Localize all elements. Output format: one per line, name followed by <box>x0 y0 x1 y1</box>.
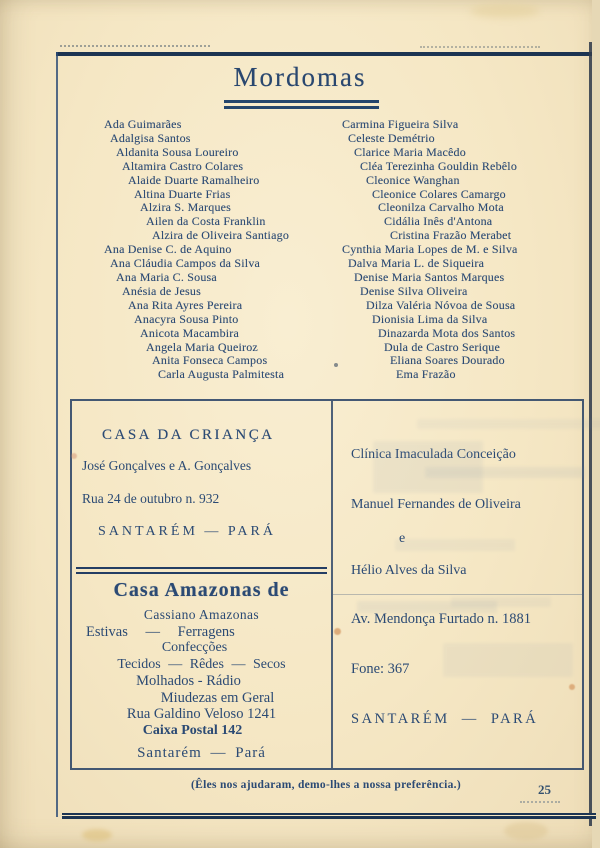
list-item: Carmina Figueira Silva <box>342 117 459 131</box>
list-item: Ada Guimarães <box>104 117 182 131</box>
ad-line: SANTARÉM — PARÁ <box>98 524 276 539</box>
ad-divider-faint <box>333 594 582 595</box>
ad-column-left <box>72 401 331 768</box>
list-item: Dilza Valéria Nóvoa de Sousa <box>366 297 516 312</box>
ad-lines-clinica-address <box>351 611 538 728</box>
ad-line: José Gonçalves e A. Gonçalves <box>82 458 252 473</box>
list-item: Cidália Inês d'Antona <box>384 214 493 229</box>
paper-stain <box>504 822 548 840</box>
list-item: Dinazarda Mota dos Santos <box>378 325 516 340</box>
list-item: Ana Maria C. Sousa <box>116 269 217 284</box>
list-item: Cynthia Maria Lopes de M. e Silva <box>342 242 518 257</box>
ad-line: Fone: 367 <box>351 661 410 677</box>
list-item: Ema Frazão <box>396 367 456 382</box>
list-item: Cleonice Colares Camargo <box>372 186 506 201</box>
scan-speck-line <box>520 801 560 803</box>
list-item: Anita Fonseca Campos <box>152 353 268 368</box>
list-item: Alzira S. Marques <box>140 200 232 215</box>
ad-divider-horizontal <box>76 567 327 574</box>
paper-stain <box>82 829 112 841</box>
paper-stain <box>569 684 575 690</box>
page-title: Mordomas <box>233 62 367 92</box>
page-number: 25 <box>538 782 551 797</box>
list-item: Ana Cláudia Campos da Silva <box>110 256 261 271</box>
ad-line: Rua Galdino Veloso 1241 <box>126 706 277 722</box>
paper-stain <box>334 628 341 635</box>
page-frame-bottom-rule <box>62 813 596 819</box>
ad-casa-amazonas <box>72 579 331 762</box>
list-item: Cleonilza Carvalho Mota <box>378 200 504 215</box>
list-item: Adalgisa Santos <box>110 130 191 145</box>
bleedthrough-smudge <box>373 441 483 493</box>
list-item: Ana Rita Ayres Pereira <box>128 297 243 312</box>
ad-line: Estivas — Ferragens <box>86 623 235 640</box>
ad-line: Caixa Postal 142 <box>142 722 243 738</box>
list-item: Carla Augusta Palmitesta <box>158 367 285 382</box>
paper-stain <box>71 453 77 459</box>
list-item: Cleonice Wanghan <box>366 172 460 187</box>
list-item: Eliana Soares Dourado <box>390 353 505 368</box>
ad-line: Miudezas em Geral <box>160 689 275 706</box>
ad-line: SANTARÉM — PARÁ <box>351 711 539 727</box>
title-underline <box>224 100 379 103</box>
bleedthrough-smudge <box>395 539 515 551</box>
ad-title-casa-amazonas: Casa Amazonas de <box>113 579 290 601</box>
mordomas-list-left <box>104 118 289 382</box>
list-item: Clarice Maria Macêdo <box>354 144 466 159</box>
list-item: Celeste Demétrio <box>348 130 435 145</box>
list-item: Anicota Macambira <box>140 325 240 340</box>
ad-line: Confecções <box>161 640 228 655</box>
footer-note: (Êles nos ajudaram, demo-lhes a nossa preferência.) <box>191 779 461 791</box>
ad-line: Manuel Fernandes de Oliveira <box>351 497 521 512</box>
scan-speck-line <box>420 46 540 48</box>
ad-line: Clínica Imaculada Conceição <box>351 447 516 462</box>
ad-line: Rua 24 de outubro n. 932 <box>82 491 220 506</box>
ad-line: Tecidos — Rêdes — Secos <box>117 656 286 672</box>
bleedthrough-smudge <box>417 419 600 429</box>
list-item: Dula de Castro Serique <box>384 339 501 354</box>
ad-line: Molhados - Rádio <box>136 673 241 689</box>
list-item: Anacyra Sousa Pinto <box>134 311 239 326</box>
list-item: Alaide Duarte Ramalheiro <box>128 172 260 187</box>
paper-stain <box>334 363 338 367</box>
list-item: Cléa Terezinha Gouldin Rebêlo <box>360 158 518 173</box>
list-item: Dionisia Lima da Silva <box>372 311 488 326</box>
list-item: Denise Maria Santos Marques <box>354 269 505 284</box>
list-item: Denise Silva Oliveira <box>360 283 468 298</box>
ad-line: Av. Mendonça Furtado n. 1881 <box>351 611 532 627</box>
scan-speck-line <box>60 45 210 47</box>
list-item: Cristina Frazão Merabet <box>390 228 512 243</box>
title-underline <box>224 106 379 109</box>
ad-line: e <box>399 531 406 546</box>
ad-lines-casa-amazonas <box>72 607 331 762</box>
ad-line: Hélio Alves da Silva <box>351 563 467 578</box>
page-frame-left-rule <box>56 52 58 817</box>
ad-column-right <box>333 401 582 768</box>
page-frame-top-rule <box>56 52 593 56</box>
paper-stain <box>470 4 540 18</box>
mordomas-list-right <box>342 118 518 382</box>
list-item: Dalva Maria L. de Siqueira <box>348 256 485 271</box>
advertisement-box <box>70 399 584 770</box>
ad-title-casa-crianca: CASA DA CRIANÇA <box>102 427 275 443</box>
ad-lines-casa-crianca <box>82 458 331 540</box>
list-item: Ailen da Costa Franklin <box>146 214 266 229</box>
list-item: Altamira Castro Colares <box>122 158 244 173</box>
list-item: Angela Maria Queiroz <box>146 339 258 354</box>
list-item: Alzira de Oliveira Santiago <box>152 228 290 243</box>
ad-line: Santarém — Pará <box>137 745 266 761</box>
list-item: Aldanita Sousa Loureiro <box>116 144 239 159</box>
list-item: Altina Duarte Frias <box>134 186 231 201</box>
list-item: Anésia de Jesus <box>122 283 201 298</box>
ad-line: Cassiano Amazonas <box>143 607 260 622</box>
list-item: Ana Denise C. de Aquino <box>104 242 232 257</box>
